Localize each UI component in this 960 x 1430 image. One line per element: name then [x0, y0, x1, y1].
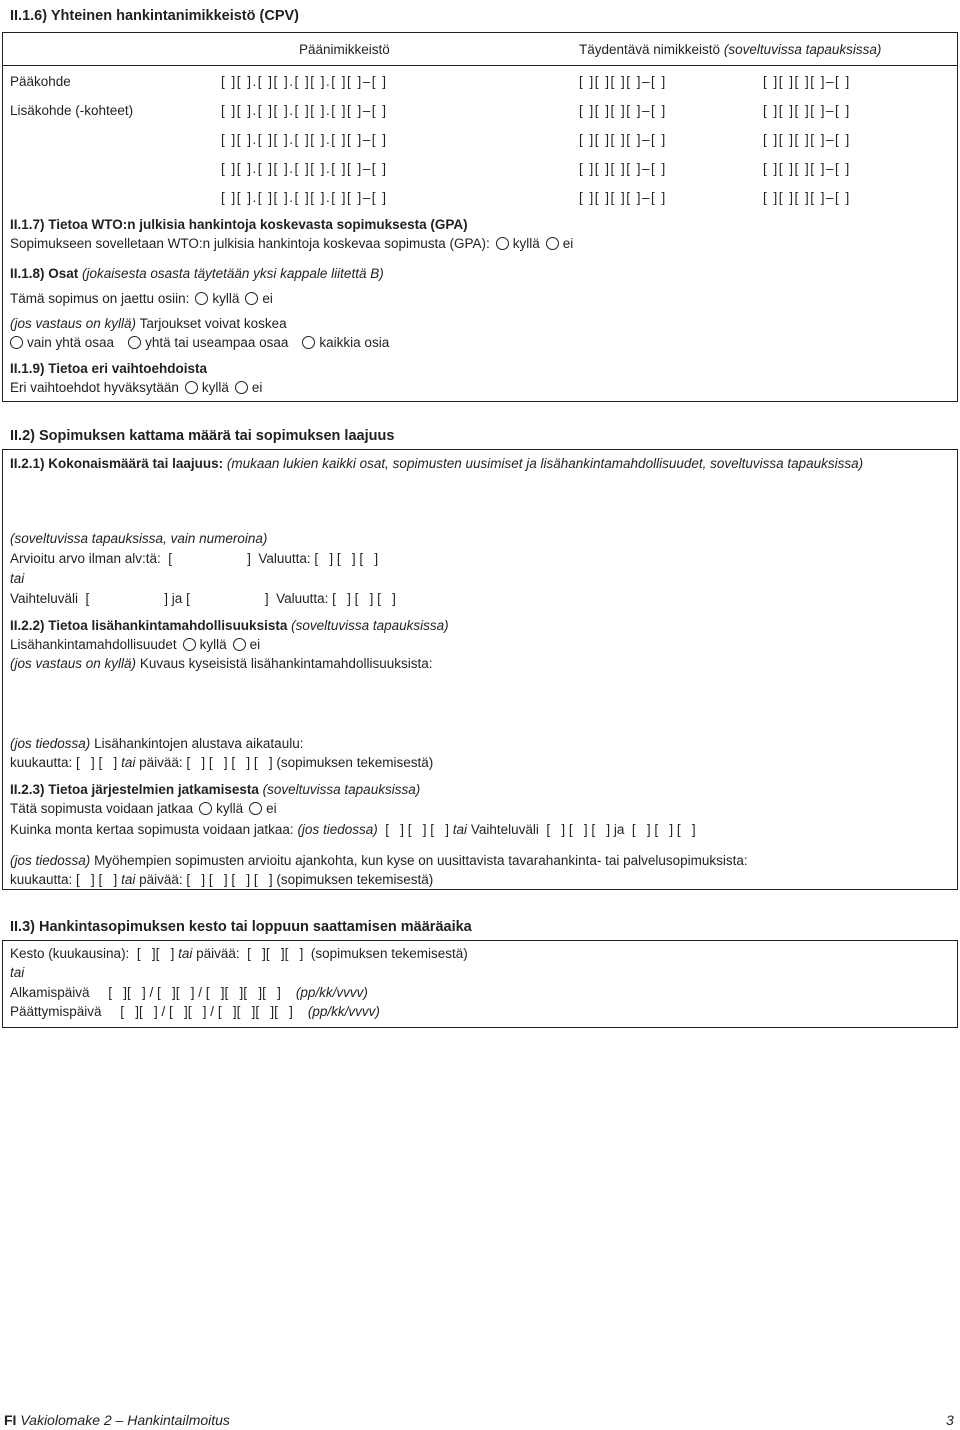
lots-question-line: Tämä sopimus on jaettu osiin: kyllä ei	[10, 291, 273, 306]
cpv-supp-code-2[interactable]: [ ][ ][ ][ ]–[ ]	[763, 74, 851, 89]
section-title-quantity: II.2) Sopimuksen kattama määrä tai sopimuksen laajuus	[10, 428, 395, 444]
gpa-question-line: Sopimukseen sovelletaan WTO:n julkisia hankintoja koskevaa sopimusta (GPA): kyllä ei	[10, 236, 574, 251]
cpv-supp-code-1[interactable]: [ ][ ][ ][ ]–[ ]	[579, 74, 667, 89]
cpv-extra-supp-2[interactable]: [ ][ ][ ][ ]–[ ]	[763, 132, 851, 147]
options-schedule-line: (jos tiedossa) Lisähankintojen alustava aikataulu:	[10, 736, 304, 751]
end-date-line[interactable]: Päättymispäivä [ ][ ] / [ ][ ] / [ ][ ][ ][ ] (pp/kk/vvvv)	[10, 1004, 380, 1019]
radio-renew-no[interactable]	[249, 802, 262, 815]
cpv-extra-supp-1[interactable]: [ ][ ][ ][ ]–[ ]	[579, 103, 667, 118]
radio-gpa-yes[interactable]	[496, 237, 509, 250]
section-title-variants: II.1.9) Tietoa eri vaihtoehdoista	[10, 361, 208, 376]
duration-line[interactable]: Kesto (kuukausina): [ ][ ] tai päivää: [ ][ ][ ] (sopimuksen tekemisestä)	[10, 946, 468, 961]
cpv-main-code[interactable]: [ ][ ].[ ][ ].[ ][ ].[ ][ ]–[ ]	[221, 74, 388, 89]
cpv-extra-supp-2[interactable]: [ ][ ][ ][ ]–[ ]	[763, 161, 851, 176]
section-title-lots: II.1.8) Osat (jokaisesta osasta täytetään yksi kappale liitettä B)	[10, 266, 384, 281]
renewals-question-line: Tätä sopimusta voidaan jatkaa kyllä ei	[10, 801, 277, 816]
radio-options-no[interactable]	[233, 638, 246, 651]
section-title-cpv: II.1.6) Yhteinen hankintanimikkeistö (CPV)	[10, 8, 299, 24]
options-title: II.2.2) Tietoa lisähankintamahdollisuuksista (soveltuvissa tapauksissa)	[10, 618, 449, 633]
value-range-field[interactable]: Vaihteluväli [ ] ja [ ] Valuutta: [ ] [ ] [ ]	[10, 591, 396, 606]
cpv-extra-code[interactable]: [ ][ ].[ ][ ].[ ][ ].[ ][ ]–[ ]	[221, 103, 388, 118]
radio-options-yes[interactable]	[183, 638, 196, 651]
cpv-extra-code[interactable]: [ ][ ].[ ][ ].[ ][ ].[ ][ ]–[ ]	[221, 161, 388, 176]
radio-lots-one-or-more[interactable]	[128, 336, 141, 349]
page-footer: FI Vakiolomake 2 – Hankintailmoitus	[4, 1412, 230, 1428]
numeric-note: (soveltuvissa tapauksissa, vain numeroina)	[10, 531, 268, 546]
cpv-extra-code[interactable]: [ ][ ].[ ][ ].[ ][ ].[ ][ ]–[ ]	[221, 132, 388, 147]
later-contracts-line: (jos tiedossa) Myöhempien sopimusten arvioitu ajankohta, kun kyse on uusittavista tavarahankinta- tai palvelusopimuksista:	[10, 853, 748, 868]
lots-options-line: vain yhtä osaa yhtä tai useampaa osaa kaikkia osia	[4, 335, 389, 350]
renewals-count-line[interactable]: Kuinka monta kertaa sopimusta voidaan jatkaa: (jos tiedossa) [ ] [ ] [ ] tai Vaihteluväli [ ] [ ] [ ] ja [ ] [ ] [ ]	[10, 822, 696, 837]
or-label: tai	[10, 965, 25, 980]
options-condition-line: (jos vastaus on kyllä) Kuvaus kyseisistä lisähankintamahdollisuuksista:	[10, 656, 433, 671]
radio-gpa-no[interactable]	[546, 237, 559, 250]
column-header-main: Päänimikkeistö	[299, 42, 390, 57]
lots-condition-line: (jos vastaus on kyllä) Tarjoukset voivat koskea	[10, 316, 287, 331]
section-box-ii2	[2, 449, 958, 890]
column-header-supplementary: Täydentävä nimikkeistö (soveltuvissa tapauksissa)	[579, 42, 882, 57]
radio-variants-yes[interactable]	[185, 381, 198, 394]
options-schedule-fields[interactable]: kuukautta: [ ] [ ] tai päivää: [ ] [ ] [ ] [ ] (sopimuksen tekemisestä)	[10, 755, 434, 770]
divider	[3, 65, 957, 66]
radio-lots-one[interactable]	[10, 336, 23, 349]
variants-question-line: Eri vaihtoehdot hyväksytään kyllä ei	[10, 380, 263, 395]
estimated-value-field[interactable]: Arvioitu arvo ilman alv:tä: [ ] Valuutta: [ ] [ ] [ ]	[10, 551, 379, 566]
radio-lots-no[interactable]	[245, 292, 258, 305]
radio-lots-all[interactable]	[302, 336, 315, 349]
cpv-extra-supp-1[interactable]: [ ][ ][ ][ ]–[ ]	[579, 132, 667, 147]
later-contracts-fields[interactable]: kuukautta: [ ] [ ] tai päivää: [ ] [ ] [ ] [ ] (sopimuksen tekemisestä)	[10, 872, 434, 887]
cpv-extra-supp-2[interactable]: [ ][ ][ ][ ]–[ ]	[763, 190, 851, 205]
section-title-gpa: II.1.7) Tietoa WTO:n julkisia hankintoja koskevasta sopimuksesta (GPA)	[10, 217, 468, 232]
page-number: 3	[946, 1412, 954, 1428]
row-label-extra-objects: Lisäkohde (-kohteet)	[10, 103, 134, 118]
cpv-extra-supp-1[interactable]: [ ][ ][ ][ ]–[ ]	[579, 190, 667, 205]
cpv-extra-supp-1[interactable]: [ ][ ][ ][ ]–[ ]	[579, 161, 667, 176]
cpv-extra-code[interactable]: [ ][ ].[ ][ ].[ ][ ].[ ][ ]–[ ]	[221, 190, 388, 205]
section-box-ii3	[2, 940, 958, 1028]
radio-renew-yes[interactable]	[199, 802, 212, 815]
row-label-main-object: Pääkohde	[10, 74, 71, 89]
section-title-duration: II.3) Hankintasopimuksen kesto tai loppuun saattamisen määräaika	[10, 919, 472, 935]
total-quantity-title: II.2.1) Kokonaismäärä tai laajuus: (mukaan lukien kaikki osat, sopimusten uusimiset ja lisähankintamahdollisuudet, soveltuvissa tapauksissa)	[10, 456, 864, 471]
radio-lots-yes[interactable]	[195, 292, 208, 305]
section-box-ii1	[2, 32, 958, 402]
cpv-extra-supp-2[interactable]: [ ][ ][ ][ ]–[ ]	[763, 103, 851, 118]
or-label: tai	[10, 571, 25, 586]
start-date-line[interactable]: Alkamispäivä [ ][ ] / [ ][ ] / [ ][ ][ ][ ] (pp/kk/vvvv)	[10, 985, 368, 1000]
renewals-title: II.2.3) Tietoa järjestelmien jatkamisesta (soveltuvissa tapauksissa)	[10, 782, 421, 797]
radio-variants-no[interactable]	[235, 381, 248, 394]
options-question-line: Lisähankintamahdollisuudet kyllä ei	[10, 637, 261, 652]
